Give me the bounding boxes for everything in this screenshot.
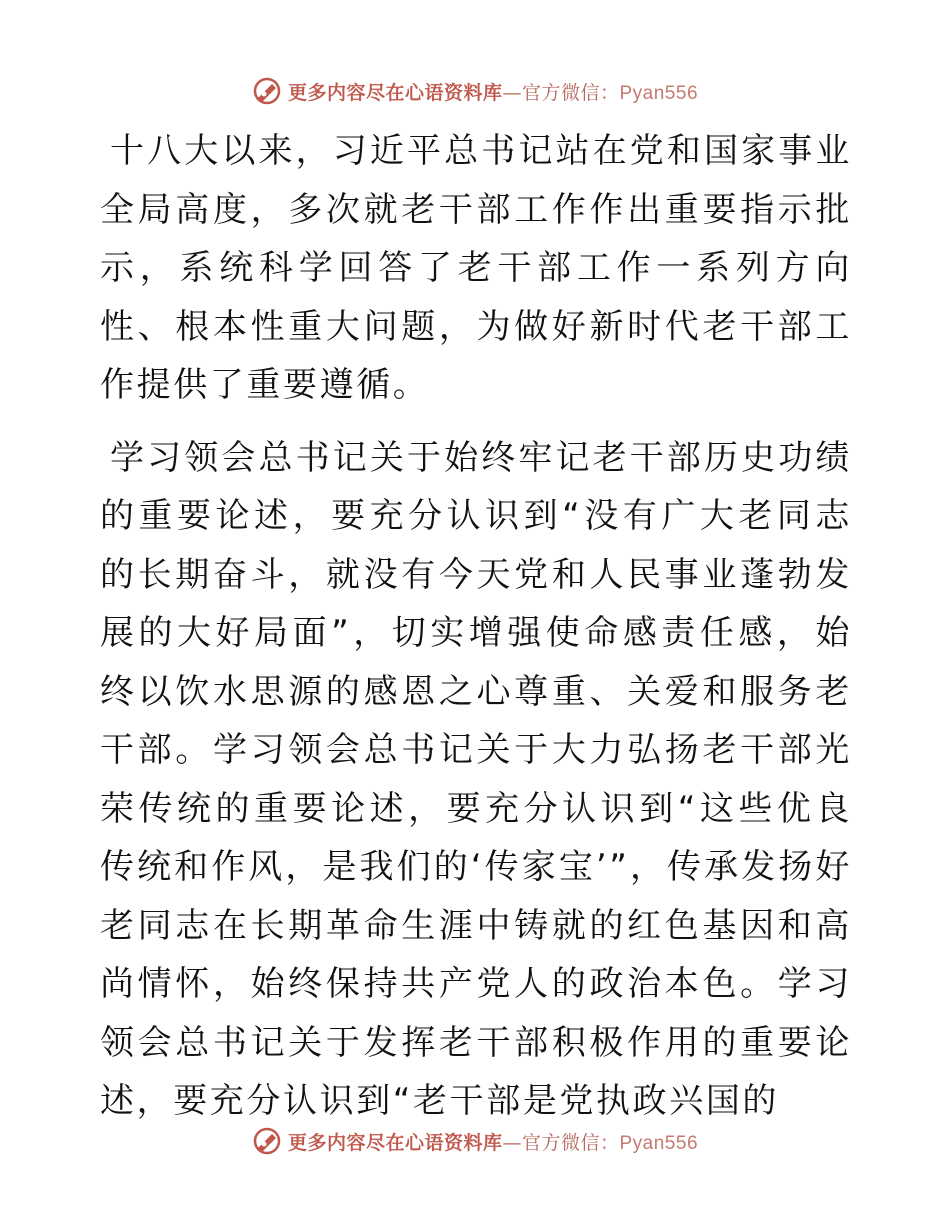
watermark-text (288, 78, 698, 105)
logo-icon (252, 76, 282, 106)
watermark-separator: — (502, 1131, 522, 1154)
watermark-label: 官方微信： (521, 1131, 620, 1154)
paragraph: 学习领会总书记关于始终牢记老干部历史功绩的重要论述，要充分认识到“没有广大老同志的长期奋斗，就没有今天党和人民事业蓬勃发展的大好局面”，切实增强使命感责任感，始终以饮水思源的感恩之心尊重、关爱和服务老干部。学习领会总书记关于大力弘扬老干部光荣传统的重要论述，要充分认识到“这些优良传统和作风，是我们的‘传家宝’”，传承发扬好老同志在长期革命生涯中铸就的红色基因和高尚情怀，始终保持共产党人的政治本色。学习领会总书记关于发挥老干部积极作用的重要论述，要充分认识到“老干部是党执政兴国的 (100, 437, 852, 1121)
watermark-header (0, 74, 950, 108)
watermark-main: 更多内容尽在心语资料库 (287, 1131, 503, 1154)
watermark-main: 更多内容尽在心语资料库 (287, 81, 503, 104)
document-body (100, 122, 852, 1131)
logo-icon (252, 1126, 282, 1156)
watermark-separator: — (502, 81, 522, 104)
watermark-footer (0, 1124, 950, 1158)
paragraph: 十八大以来，习近平总书记站在党和国家事业全局高度，多次就老干部工作作出重要指示批示，系统科学回答了老干部工作一系列方向性、根本性重大问题，为做好新时代老干部工作提供了重要遵循。 (100, 131, 852, 405)
watermark-id: Pyan556 (619, 82, 699, 104)
watermark-label: 官方微信： (521, 81, 620, 104)
watermark-id: Pyan556 (619, 1132, 699, 1154)
watermark-text (288, 1128, 698, 1155)
